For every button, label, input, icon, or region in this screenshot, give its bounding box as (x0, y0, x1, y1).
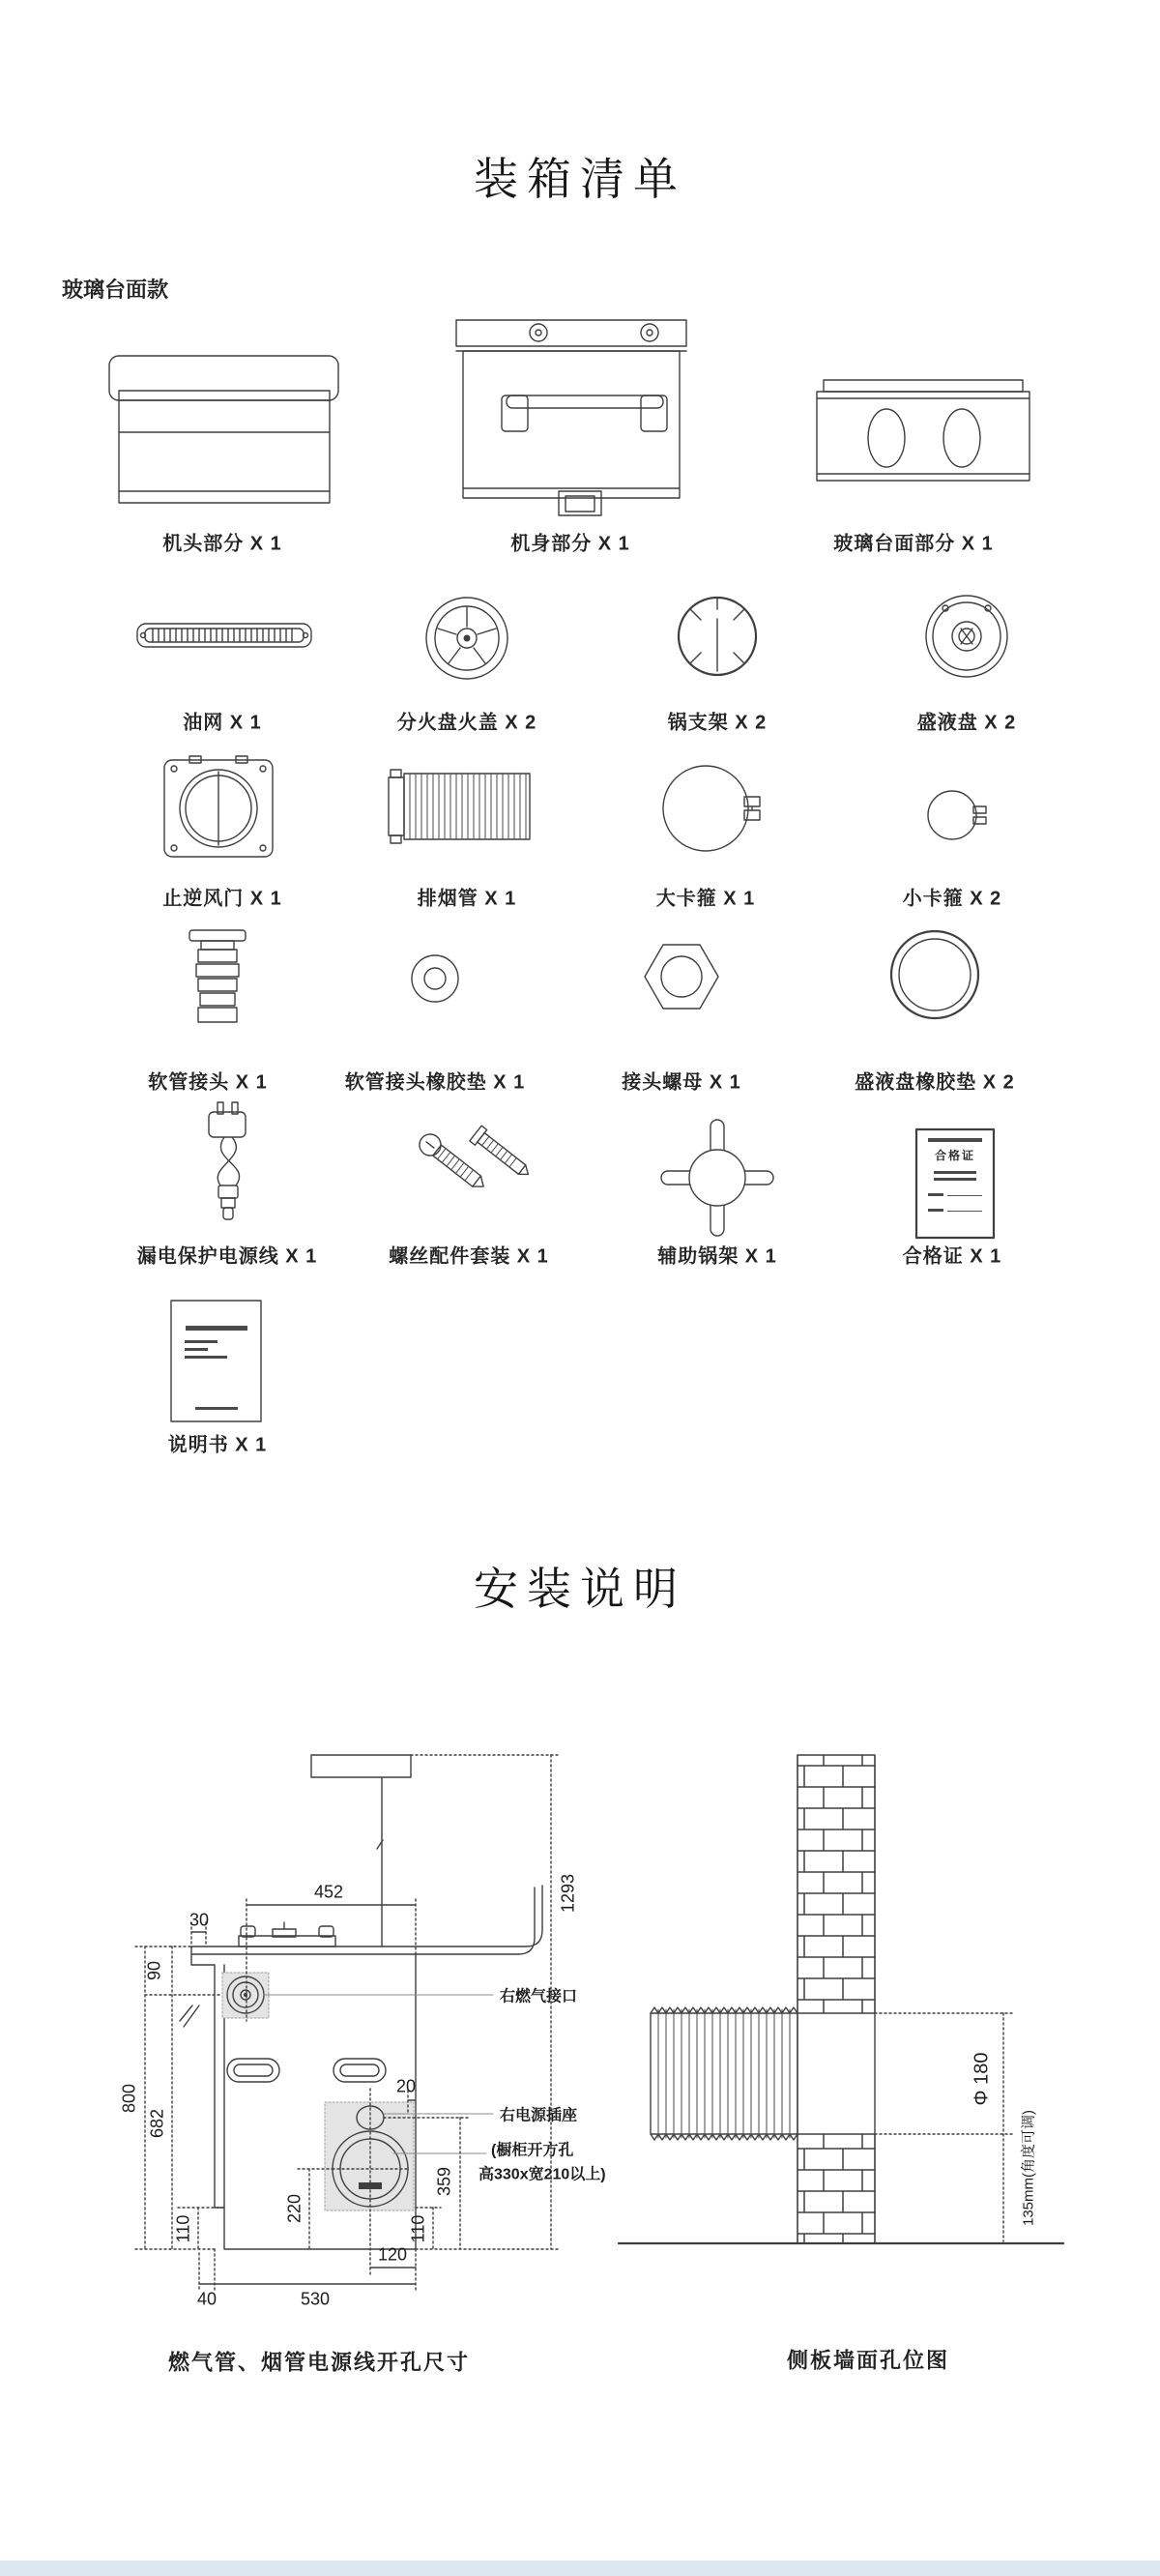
item-label-hose-connector: 软管接头 X 1 (148, 1071, 268, 1094)
left-diagram-caption: 燃气管、烟管电源线开孔尺寸 (167, 2350, 471, 2375)
drawing-body-unit (456, 320, 686, 515)
item-label-oil-mesh: 油网 X 1 (183, 712, 262, 734)
footer-band (0, 2561, 1160, 2576)
dim-530: 530 (300, 2289, 331, 2309)
certificate-brand-line (928, 1138, 982, 1142)
item-label-check-damper: 止逆风门 X 1 (162, 888, 282, 910)
drawing-oil-mesh (137, 624, 311, 647)
certificate-blank-row (928, 1205, 982, 1212)
certificate-text-line (934, 1171, 976, 1174)
drawing-install-right (619, 1755, 1063, 2243)
drawing-install-left (135, 1755, 559, 2292)
drawing-large-gasket (891, 931, 978, 1018)
manual-footer-line (195, 1407, 238, 1410)
drawing-pot-rack (679, 598, 756, 675)
dim-20: 20 (395, 2076, 417, 2096)
drawing-connector-nut (645, 945, 718, 1009)
certificate-text-line (934, 1178, 976, 1181)
item-label-glass-top: 玻璃台面部分 X 1 (833, 533, 994, 555)
item-label-burner-cap: 分火盘火盖 X 2 (396, 712, 537, 734)
dim-682: 682 (147, 2108, 167, 2139)
dim-1293: 1293 (558, 1873, 578, 1914)
item-label-certificate: 合格证 X 1 (902, 1245, 1002, 1268)
callout-cabinet-hole-line2: 高330x宽210以上) (478, 2166, 606, 2183)
item-label-head-unit: 机头部分 X 1 (162, 533, 282, 555)
drawing-large-clamp (663, 766, 760, 851)
drawing-aux-rack (661, 1120, 773, 1236)
right-diagram-caption: 侧板墙面孔位图 (786, 2348, 950, 2373)
item-label-drip-pan: 盛液盘 X 2 (916, 712, 1017, 734)
drawing-drip-pan (926, 596, 1007, 677)
manual-text-line (185, 1356, 227, 1359)
item-label-aux-rack: 辅助锅架 X 1 (657, 1245, 777, 1268)
item-label-power-cord: 漏电保护电源线 X 1 (136, 1245, 318, 1268)
callout-gas-connection: 右燃气接口 (500, 1988, 578, 2005)
callout-power-socket: 右电源插座 (500, 2107, 578, 2124)
drawing-burner-cap (426, 598, 508, 679)
item-label-pot-rack: 锅支架 X 2 (667, 712, 768, 734)
dim-120: 120 (377, 2244, 408, 2265)
certificate-blank-row (928, 1189, 982, 1196)
manual-text-line (185, 1340, 218, 1343)
item-label-body-unit: 机身部分 X 1 (510, 533, 630, 555)
drawing-hose-connector (189, 930, 246, 1022)
dim-30: 30 (188, 1910, 210, 1930)
manual-text-line (185, 1348, 208, 1351)
install-title: 安装说明 (474, 1564, 686, 1614)
item-label-large-clamp: 大卡箍 X 1 (655, 888, 756, 910)
dim-359: 359 (434, 2166, 454, 2197)
dim-40: 40 (196, 2289, 218, 2309)
manual-title-line (186, 1326, 247, 1331)
drawing-check-damper (164, 756, 273, 857)
item-label-connector-nut: 接头螺母 X 1 (622, 1071, 741, 1094)
drawing-head-unit (109, 356, 338, 503)
item-label-small-clamp: 小卡箍 X 2 (902, 888, 1002, 910)
certificate-card (916, 1129, 994, 1238)
drawing-small-clamp (928, 791, 986, 839)
manual-card (171, 1301, 261, 1421)
dim-phi-180: Φ 180 (971, 2052, 993, 2106)
dim-452: 452 (313, 1882, 344, 1902)
dim-110-right: 110 (408, 2214, 428, 2243)
item-label-large-gasket: 盛液盘橡胶垫 X 2 (855, 1071, 1015, 1094)
dim-220: 220 (284, 2193, 304, 2224)
dim-135mm: 135mm(角度可调) (1020, 2109, 1037, 2227)
dim-90: 90 (144, 1960, 164, 1981)
item-label-manual: 说明书 X 1 (167, 1434, 268, 1456)
variant-label: 玻璃台面款 (62, 278, 169, 302)
packing-list-title: 装箱清单 (474, 154, 686, 204)
item-label-screw-set: 螺丝配件套装 X 1 (389, 1245, 549, 1268)
dim-110-left: 110 (173, 2214, 193, 2243)
drawing-small-gasket (412, 955, 458, 1002)
drawing-glass-top (817, 380, 1030, 481)
drawing-power-cord (209, 1102, 246, 1219)
item-label-smoke-duct: 排烟管 X 1 (417, 888, 517, 910)
drawing-smoke-duct (389, 770, 530, 843)
drawing-screw-set (416, 1126, 535, 1195)
item-label-small-gasket: 软管接头橡胶垫 X 1 (344, 1071, 526, 1094)
certificate-title: 合格证 (934, 1149, 975, 1162)
dim-800: 800 (119, 2083, 139, 2114)
callout-cabinet-hole-line1: (橱柜开方孔 (491, 2142, 574, 2159)
